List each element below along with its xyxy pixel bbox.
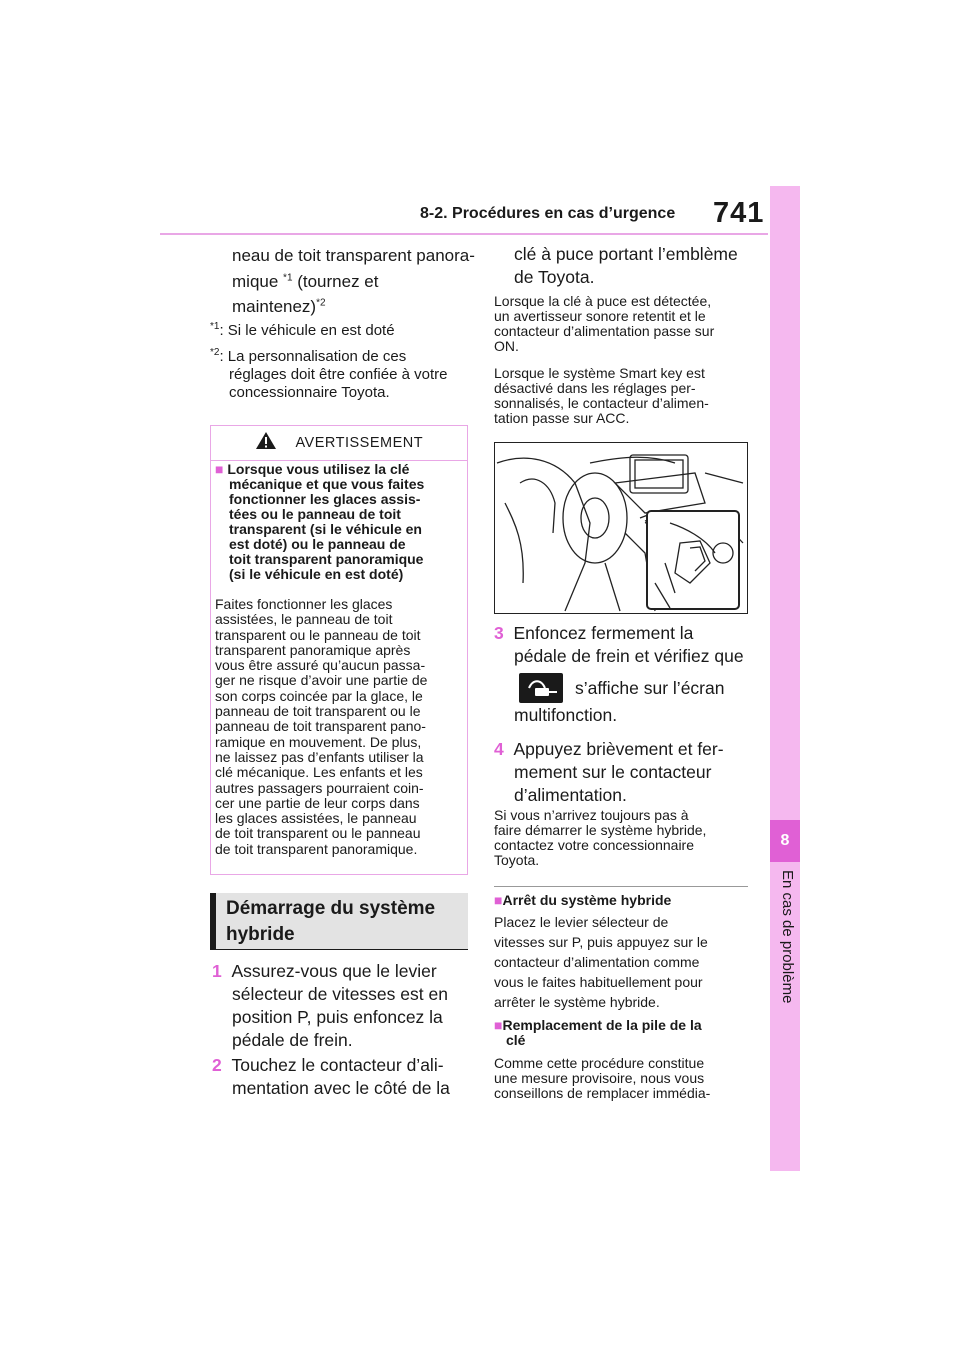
subsection-title: ■Arrêt du système hybride (494, 892, 672, 908)
driver-dashboard-drawing (495, 443, 747, 613)
paragraph: Lorsque la clé à puce est détectée, un avertisseur sonore retentit et le contacteur d’alimentation passe sur ON. (494, 293, 715, 354)
bullet-square-icon: ■ (494, 1017, 503, 1033)
step-3-text: multifonction. (514, 705, 618, 725)
step-1: 1 Assurez-vous que le levier sélecteur de vitesses est en position P, puis enfoncez la pédale de frein. (212, 961, 448, 1050)
continued-text-line: maintenez)$^{*2}$ (232, 297, 326, 316)
page-number: 741 (713, 197, 765, 229)
step-number: 1 (212, 961, 222, 981)
step-number: 3 (494, 623, 504, 643)
chapter-number-badge: 8 (770, 820, 800, 862)
section-title: 8-2. Procédures en cas d’urgence (420, 205, 676, 222)
dashboard-illustration (494, 442, 748, 614)
subsection-title: ■Remplacement de la pile de la clé (494, 1017, 702, 1048)
step-4: 4 Appuyez brièvement et fer- mement sur le contacteur d’alimentation. (494, 739, 724, 805)
section-heading-rule (210, 949, 468, 950)
hybrid-system-indicator-icon (519, 673, 563, 703)
bullet-square-icon: ■ (215, 461, 224, 477)
header-rule (160, 233, 768, 235)
step-2-continued: clé à puce portant l’emblème de Toyota. (514, 244, 738, 287)
warning-heading: AVERTISSEMENT (295, 435, 424, 451)
divider (494, 886, 748, 887)
paragraph: Lorsque le système Smart key est désactivé dans les réglages per- sonnalisés, le contacteur d’alimen- tation passe sur ACC. (494, 365, 709, 426)
warning-header (211, 426, 467, 461)
paragraph: Placez le levier sélecteur de vitesses sur P, puis appuyez sur le contacteur d’alimentation comme vous le faites habituellement pour arrêter le système hybride. (494, 914, 708, 1010)
warning-triangle-icon (255, 431, 277, 450)
step-number: 4 (494, 739, 504, 759)
step-2: 2 Touchez le contacteur d’ali- mentation avec le côté de la (212, 1055, 450, 1098)
step-number: 2 (212, 1055, 222, 1075)
continued-text-line: neau de toit transparent panora- (232, 246, 475, 265)
warning-box (210, 425, 468, 875)
paragraph: Comme cette procédure constitue une mesure provisoire, nous vous conseillons de remplacer immédia- (494, 1055, 711, 1101)
footnote-2: $^{*2}$: La personnalisation de ces réglages doit être confiée à votre concessionnaire Toyota. (210, 347, 448, 401)
footnote-1: $^{*1}$: Si le véhicule en est doté (210, 321, 395, 339)
paragraph: Si vous n’arrivez toujours pas à faire démarrer le système hybride, contactez votre concessionnaire Toyota. (494, 807, 707, 868)
step-3: 3 Enfoncez fermement la pédale de frein et vérifiez que (494, 623, 744, 666)
warning-title: ■ Lorsque vous utilisez la clé mécanique et que vous faites fonctionner les glaces assis- tées ou le panneau de toit transparent (si le véhicule en est doté) ou le panneau de toit transparent panoramique (si le véhicule en est doté) (215, 461, 425, 582)
chapter-label: En cas de problème (779, 870, 796, 1004)
bullet-square-icon: ■ (494, 892, 503, 908)
warning-body: Faites fonctionner les glaces assistées, le panneau de toit transparent ou le panneau de toit transparent panoramique après vous être assuré qu’aucun passa- ger ne risque d’avoir une partie de son corps coincée par la glace, le panneau de toit transparent ou le panneau de toit transparent pano- ramique en mouvement. De plus, ne laissez pas d’enfants utiliser la clé mécanique. Les enfants et les autres passagers pourraient coin- cer une partie de leur corps dans les glaces assistées, le panneau de toit transparent ou le panneau de toit transparent panoramique. (215, 596, 428, 857)
step-3-text: s’affiche sur l’écran (575, 678, 725, 698)
continued-text-line: mique $^{*1}$ (tournez et (232, 272, 379, 291)
section-heading: Démarrage du système hybride (210, 893, 468, 949)
